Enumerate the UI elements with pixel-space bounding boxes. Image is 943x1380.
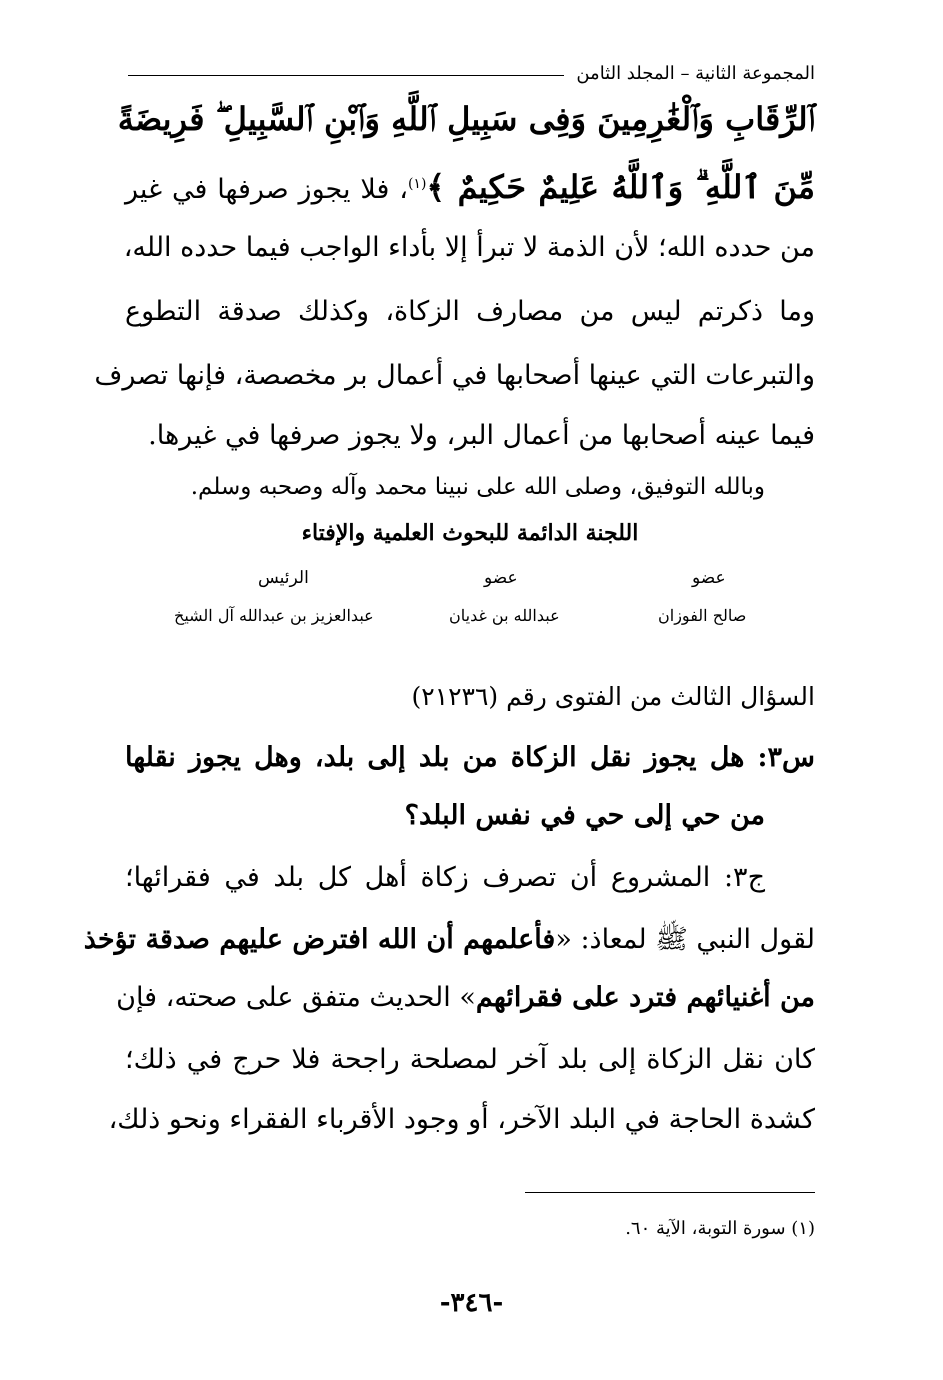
page-number: -٣٤٦- [439,1288,504,1318]
hadith-quote-part-1: فأعلمهم أن الله افترض عليهم صدقة تؤخذ [83,924,556,955]
answer-line-5: كشدة الحاجة في البلد الآخر، أو وجود الأقرباء الفقراء ونحو ذلك، [108,1104,815,1135]
question-line-2: من حي إلى حي في نفس البلد؟ [404,800,765,831]
question-line-1: س٣: هل يجوز نقل الزكاة من بلد إلى بلد، وهل يجوز نقلها [125,742,815,773]
paragraph-line-2: وما ذكرتم ليس من مصارف الزكاة، وكذلك صدقة التطوع [125,296,815,327]
line-2-rest: ، فلا يجوز صرفها في غير [125,174,408,205]
signature-name-president: عبدالعزيز بن عبدالله آل الشيخ [174,606,374,625]
footnote-ref: (١) [407,176,427,192]
closing-line: وبالله التوفيق، وصلى الله على نبينا محمد وآله وصحبه وسلم. [190,474,765,500]
signature-role-president: الرئيس [258,568,309,588]
answer-line-3-rest: » الحديث متفق على صحته، فإن [116,982,476,1013]
footnote: (١) سورة التوبة، الآية ٦٠. [625,1218,815,1239]
header-title: المجموعة الثانية – المجلد الثامن [576,62,815,84]
footnote-separator [525,1192,815,1193]
quran-line-1: ٱلرِّقَابِ وَٱلْغَٰرِمِينَ وَفِى سَبِيلِ ٱللَّهِ وَٱبْنِ ٱلسَّبِيلِ ۖ فَرِيضَةً [117,100,815,138]
quran-verse-end: مِّنَ ٱللَّهِ ۗ وَٱللَّهُ عَلِيمٌ حَكِيمٌ ﴾ [426,168,816,206]
hadith-quote-part-2: من أغنيائهم فترد على فقرائهم [475,982,815,1013]
answer-line-1: ج٣: المشروع أن تصرف زكاة أهل كل بلد في فقرائها؛ [125,862,765,893]
answer-line-2 [83,922,815,962]
header-rule [128,75,564,76]
paragraph-line-3: والتبرعات التي عينها أصحابها في أعمال بر مخصصة، فإنها تصرف [94,360,815,391]
quran-line-2 [125,168,815,207]
question-heading: السؤال الثالث من الفتوى رقم (٢١٢٣٦) [411,682,815,711]
paragraph-line-1: من حدده الله؛ لأن الذمة لا تبرأ إلا بأداء الواجب فيما حدده الله، [123,232,815,263]
signature-name-member-2: صالح الفوزان [658,606,747,625]
signature-role-member-1: عضو [484,568,518,588]
answer-line-2-intro: لقول النبي ﷺ لمعاذ: « [555,924,815,955]
paragraph-line-4: فيما عينه أصحابها من أعمال البر، ولا يجوز صرفها في غيرها. [148,420,815,451]
signature-role-member-2: عضو [692,568,726,588]
signature-name-member-1: عبدالله بن غديان [449,606,560,625]
committee-name: اللجنة الدائمة للبحوث العلمية والإفتاء [301,520,639,546]
answer-line-3 [116,982,815,1013]
answer-line-4: كان نقل الزكاة إلى بلد آخر لمصلحة راجحة فلا حرج في ذلك؛ [125,1044,815,1075]
running-header [128,58,815,88]
